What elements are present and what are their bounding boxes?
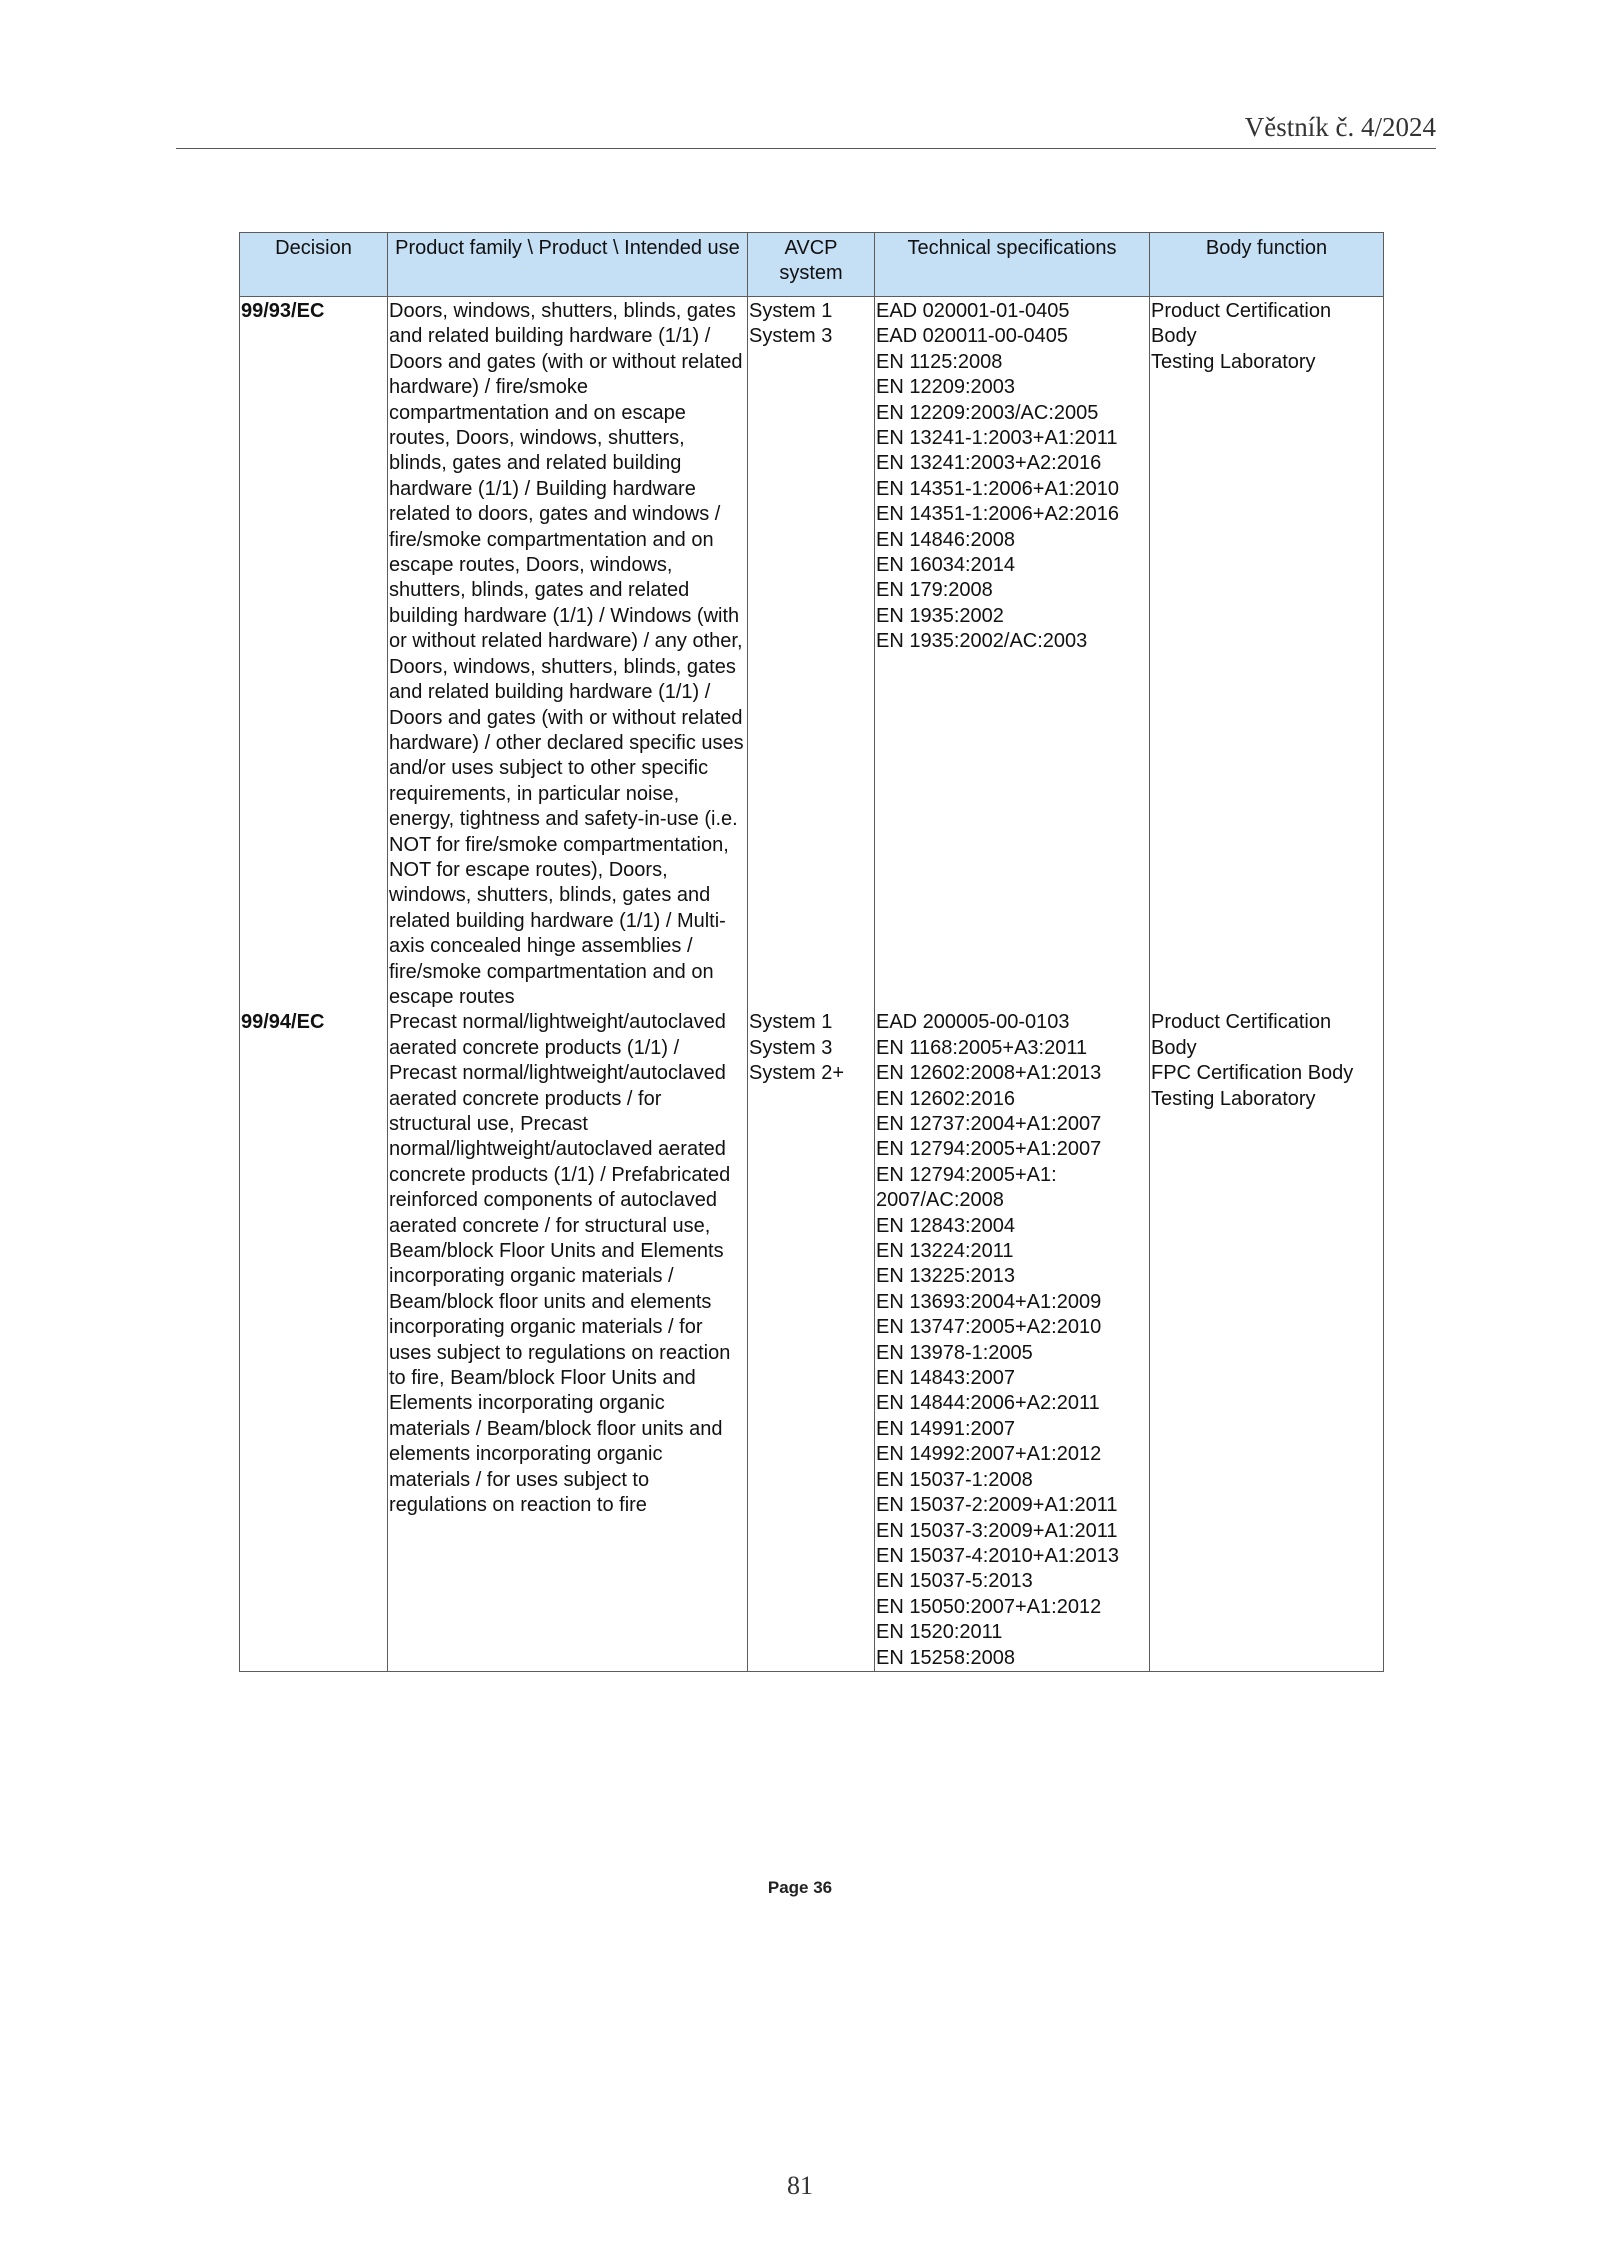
technical-spec: 2007/AC:2008 bbox=[876, 1189, 1004, 1212]
technical-spec: EN 13224:2011 bbox=[876, 1240, 1014, 1263]
avcp-system: System 3 bbox=[749, 1036, 833, 1059]
technical-spec: EN 12794:2005+A1:2007 bbox=[876, 1138, 1102, 1161]
technical-spec: EN 16034:2014 bbox=[876, 554, 1016, 577]
technical-spec: EN 1520:2011 bbox=[876, 1621, 1003, 1644]
technical-spec: EN 14843:2007 bbox=[876, 1367, 1016, 1390]
journal-title: Věstník č. 4/2024 bbox=[1244, 112, 1436, 142]
technical-spec: EN 13241-1:2003+A1:2011 bbox=[876, 427, 1118, 450]
technical-spec: EN 12602:2016 bbox=[876, 1087, 1016, 1110]
technical-spec: EN 14992:2007+A1:2012 bbox=[876, 1443, 1102, 1466]
technical-spec: EN 13693:2004+A1:2009 bbox=[876, 1290, 1102, 1313]
technical-spec: EN 14846:2008 bbox=[876, 528, 1016, 551]
technical-spec: EN 15050:2007+A1:2012 bbox=[876, 1595, 1102, 1618]
body-function: FPC Certification Body bbox=[1151, 1062, 1354, 1085]
technical-spec: EN 12794:2005+A1: bbox=[876, 1163, 1057, 1186]
technical-spec: EN 15037-1:2008 bbox=[876, 1468, 1033, 1491]
technical-spec: EN 15037-4:2010+A1:2013 bbox=[876, 1544, 1119, 1567]
body-function: Product Certification bbox=[1151, 300, 1332, 322]
avcp-system: System 1 bbox=[749, 300, 833, 322]
body-function-cell bbox=[1150, 297, 1384, 1011]
body-function: Body bbox=[1151, 325, 1197, 348]
technical-spec: EN 15258:2008 bbox=[876, 1646, 1016, 1669]
table-header-row bbox=[240, 233, 1384, 297]
technical-spec: EN 15037-3:2009+A1:2011 bbox=[876, 1519, 1118, 1542]
column-header-specs: Technical specifications bbox=[875, 233, 1150, 297]
technical-spec: EN 12209:2003 bbox=[876, 376, 1016, 399]
technical-spec: EN 15037-2:2009+A1:2011 bbox=[876, 1494, 1118, 1517]
technical-spec: EN 1935:2002 bbox=[876, 604, 1004, 627]
technical-spec: EN 13978-1:2005 bbox=[876, 1341, 1033, 1364]
column-header-product: Product family \ Product \ Intended use bbox=[388, 233, 748, 297]
technical-spec: EN 1168:2005+A3:2011 bbox=[876, 1036, 1088, 1059]
table-row bbox=[240, 297, 1384, 1011]
product-cell: Doors, windows, shutters, blinds, gates and related building hardware (1/1) / Doors and gates (with or without related hardware) / fire/smoke compartmentation and on escape routes, Doors, windows, shutters, blinds, gates and related building hardware (1/1) / Building hardware related to doors, gates and windows / fire/smoke compartmentation and on escape routes, Doors, windows, shutters, blinds, gates and related building hardware (1/1) / Windows (with or without related hardware) / any other, Doors, windows, shutters, blinds, gates and related building hardware (1/1) / Doors and gates (with or without related hardware) / other declared specific uses and/or uses subject to other specific requirements, in particular noise, energy, tightness and safety-in-use (i.e. NOT for fire/smoke compartmentation, NOT for escape routes), Doors, windows, shutters, blinds, gates and related building hardware (1/1) / Multi-axis concealed hinge assemblies / fire/smoke compartmentation and on escape routes bbox=[388, 297, 748, 1011]
technical-spec: EN 14844:2006+A2:2011 bbox=[876, 1392, 1100, 1415]
table-row bbox=[240, 1010, 1384, 1671]
technical-spec: EN 14991:2007 bbox=[876, 1417, 1016, 1440]
avcp-system: System 1 bbox=[749, 1011, 833, 1034]
avcp-system: System 3 bbox=[749, 325, 833, 348]
technical-spec: EN 14351-1:2006+A2:2016 bbox=[876, 503, 1119, 526]
technical-spec: EN 13241:2003+A2:2016 bbox=[876, 452, 1102, 475]
technical-spec: EN 1125:2008 bbox=[876, 350, 1003, 373]
technical-spec: EAD 200005-00-0103 bbox=[876, 1011, 1070, 1034]
technical-spec: EN 12843:2004 bbox=[876, 1214, 1016, 1237]
page-number: 81 bbox=[787, 2171, 813, 2200]
body-function: Product Certification bbox=[1151, 1011, 1332, 1034]
technical-spec: EN 12602:2008+A1:2013 bbox=[876, 1062, 1102, 1085]
body-function: Testing Laboratory bbox=[1151, 350, 1316, 373]
page-header bbox=[176, 112, 1436, 149]
decision-cell: 99/94/EC bbox=[240, 1010, 388, 1671]
column-header-decision: Decision bbox=[240, 233, 388, 297]
body-function: Body bbox=[1151, 1036, 1197, 1059]
technical-spec: EN 179:2008 bbox=[876, 579, 993, 602]
column-header-avcp: AVCP system bbox=[748, 233, 875, 297]
page-label: Page 36 bbox=[767, 1878, 833, 1897]
body-function-cell bbox=[1150, 1010, 1384, 1671]
technical-spec: EN 12209:2003/AC:2005 bbox=[876, 401, 1099, 424]
table-body bbox=[240, 297, 1384, 1672]
specs-cell bbox=[875, 297, 1150, 1011]
technical-spec: EN 13747:2005+A2:2010 bbox=[876, 1316, 1102, 1339]
avcp-cell bbox=[748, 1010, 875, 1671]
technical-spec: EN 1935:2002/AC:2003 bbox=[876, 630, 1088, 653]
product-cell: Precast normal/lightweight/autoclaved aerated concrete products (1/1) / Precast normal/lightweight/autoclaved aerated concrete products / for structural use, Precast normal/lightweight/autoclaved aerated concrete products (1/1) / Prefabricated reinforced components of autoclaved aerated concrete / for structural use, Beam/block Floor Units and Elements incorporating organic materials / Beam/block floor units and elements incorporating organic materials / for uses subject to regulations on reaction to fire, Beam/block Floor Units and Elements incorporating organic materials / Beam/block floor units and elements incorporating organic materials / for uses subject to regulations on reaction to fire bbox=[388, 1010, 748, 1671]
technical-spec: EN 13225:2013 bbox=[876, 1265, 1016, 1288]
body-function: Testing Laboratory bbox=[1151, 1087, 1316, 1110]
technical-spec: EAD 020011-00-0405 bbox=[876, 325, 1068, 348]
column-header-body: Body function bbox=[1150, 233, 1384, 297]
avcp-system: System 2+ bbox=[749, 1062, 845, 1085]
product-table bbox=[239, 232, 1384, 1672]
technical-spec: EN 14351-1:2006+A1:2010 bbox=[876, 477, 1119, 500]
decision-cell: 99/93/EC bbox=[240, 297, 388, 1011]
technical-spec: EN 15037-5:2013 bbox=[876, 1570, 1033, 1593]
technical-spec: EN 12737:2004+A1:2007 bbox=[876, 1113, 1102, 1135]
avcp-cell bbox=[748, 297, 875, 1011]
specs-cell bbox=[875, 1010, 1150, 1671]
technical-spec: EAD 020001-01-0405 bbox=[876, 300, 1070, 322]
